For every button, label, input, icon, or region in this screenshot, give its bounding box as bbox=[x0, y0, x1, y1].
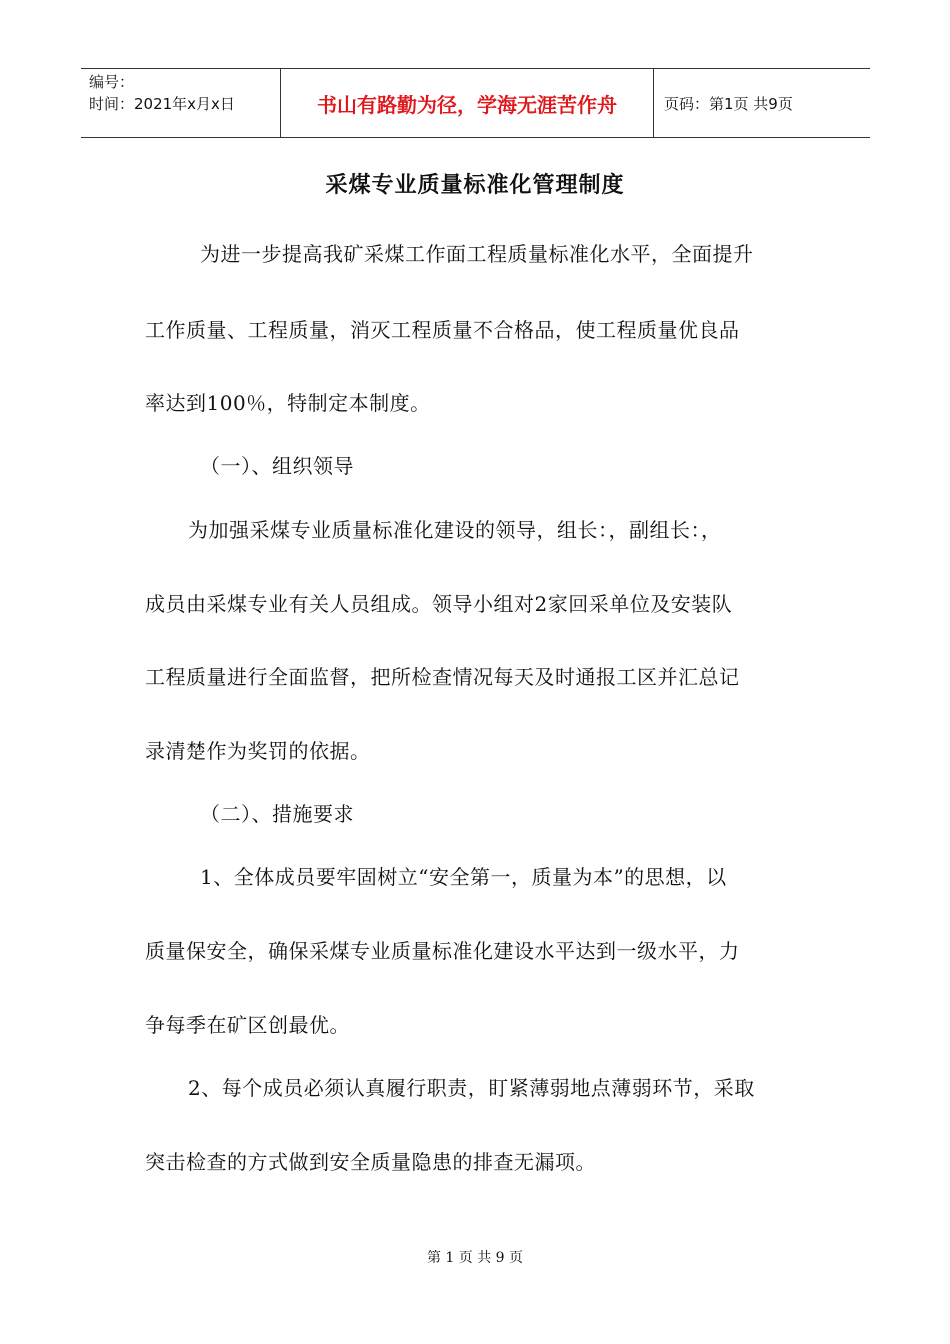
header-table bbox=[81, 68, 870, 138]
body-line: 率达到100％，特制定本制度。 bbox=[145, 391, 431, 415]
header-motto-text: 书山有路勤为径，学海无涯苦作舟 bbox=[317, 92, 617, 117]
header-page-info bbox=[654, 69, 870, 137]
page-footer: 第 1 页 共 9 页 bbox=[426, 1250, 524, 1266]
body-line: 质量保安全，确保采煤专业质量标准化建设水平达到一级水平，力 bbox=[145, 939, 740, 963]
section-heading: （一）、组织领导 bbox=[200, 454, 354, 478]
body-line: 工作质量、工程质量，消灭工程质量不合格品，使工程质量优良品 bbox=[145, 318, 740, 342]
header-left-cell bbox=[81, 69, 281, 137]
body-line: 1、全体成员要牢固树立“安全第一，质量为本”的思想，以 bbox=[200, 865, 727, 889]
body-line: 争每季在矿区创最优。 bbox=[145, 1013, 350, 1037]
body-line: 成员由采煤专业有关人员组成。领导小组对2家回采单位及安装队 bbox=[145, 592, 733, 616]
header-time-label: 时间：2021年x月x日 bbox=[89, 95, 235, 113]
body-line: 2、每个成员必须认真履行职责，盯紧薄弱地点薄弱环节，采取 bbox=[188, 1076, 755, 1100]
body-line: 录清楚作为奖罚的依据。 bbox=[145, 739, 371, 763]
header-motto bbox=[281, 69, 654, 137]
body-line: 为加强采煤专业质量标准化建设的领导，组长：，副组长：， bbox=[188, 518, 722, 542]
header-number-label: 编号： bbox=[89, 73, 135, 91]
header-page-info-text: 页码：第1页 共9页 bbox=[664, 94, 793, 113]
body-line: 突击检查的方式做到安全质量隐患的排查无漏项。 bbox=[145, 1150, 596, 1174]
body-line: 工程质量进行全面监督，把所检查情况每天及时通报工区并汇总记 bbox=[145, 665, 740, 689]
section-heading: （二）、措施要求 bbox=[200, 802, 354, 826]
body-line: 为进一步提高我矿采煤工作面工程质量标准化水平，全面提升 bbox=[200, 242, 754, 266]
document-title: 采煤专业质量标准化管理制度 bbox=[325, 172, 625, 198]
